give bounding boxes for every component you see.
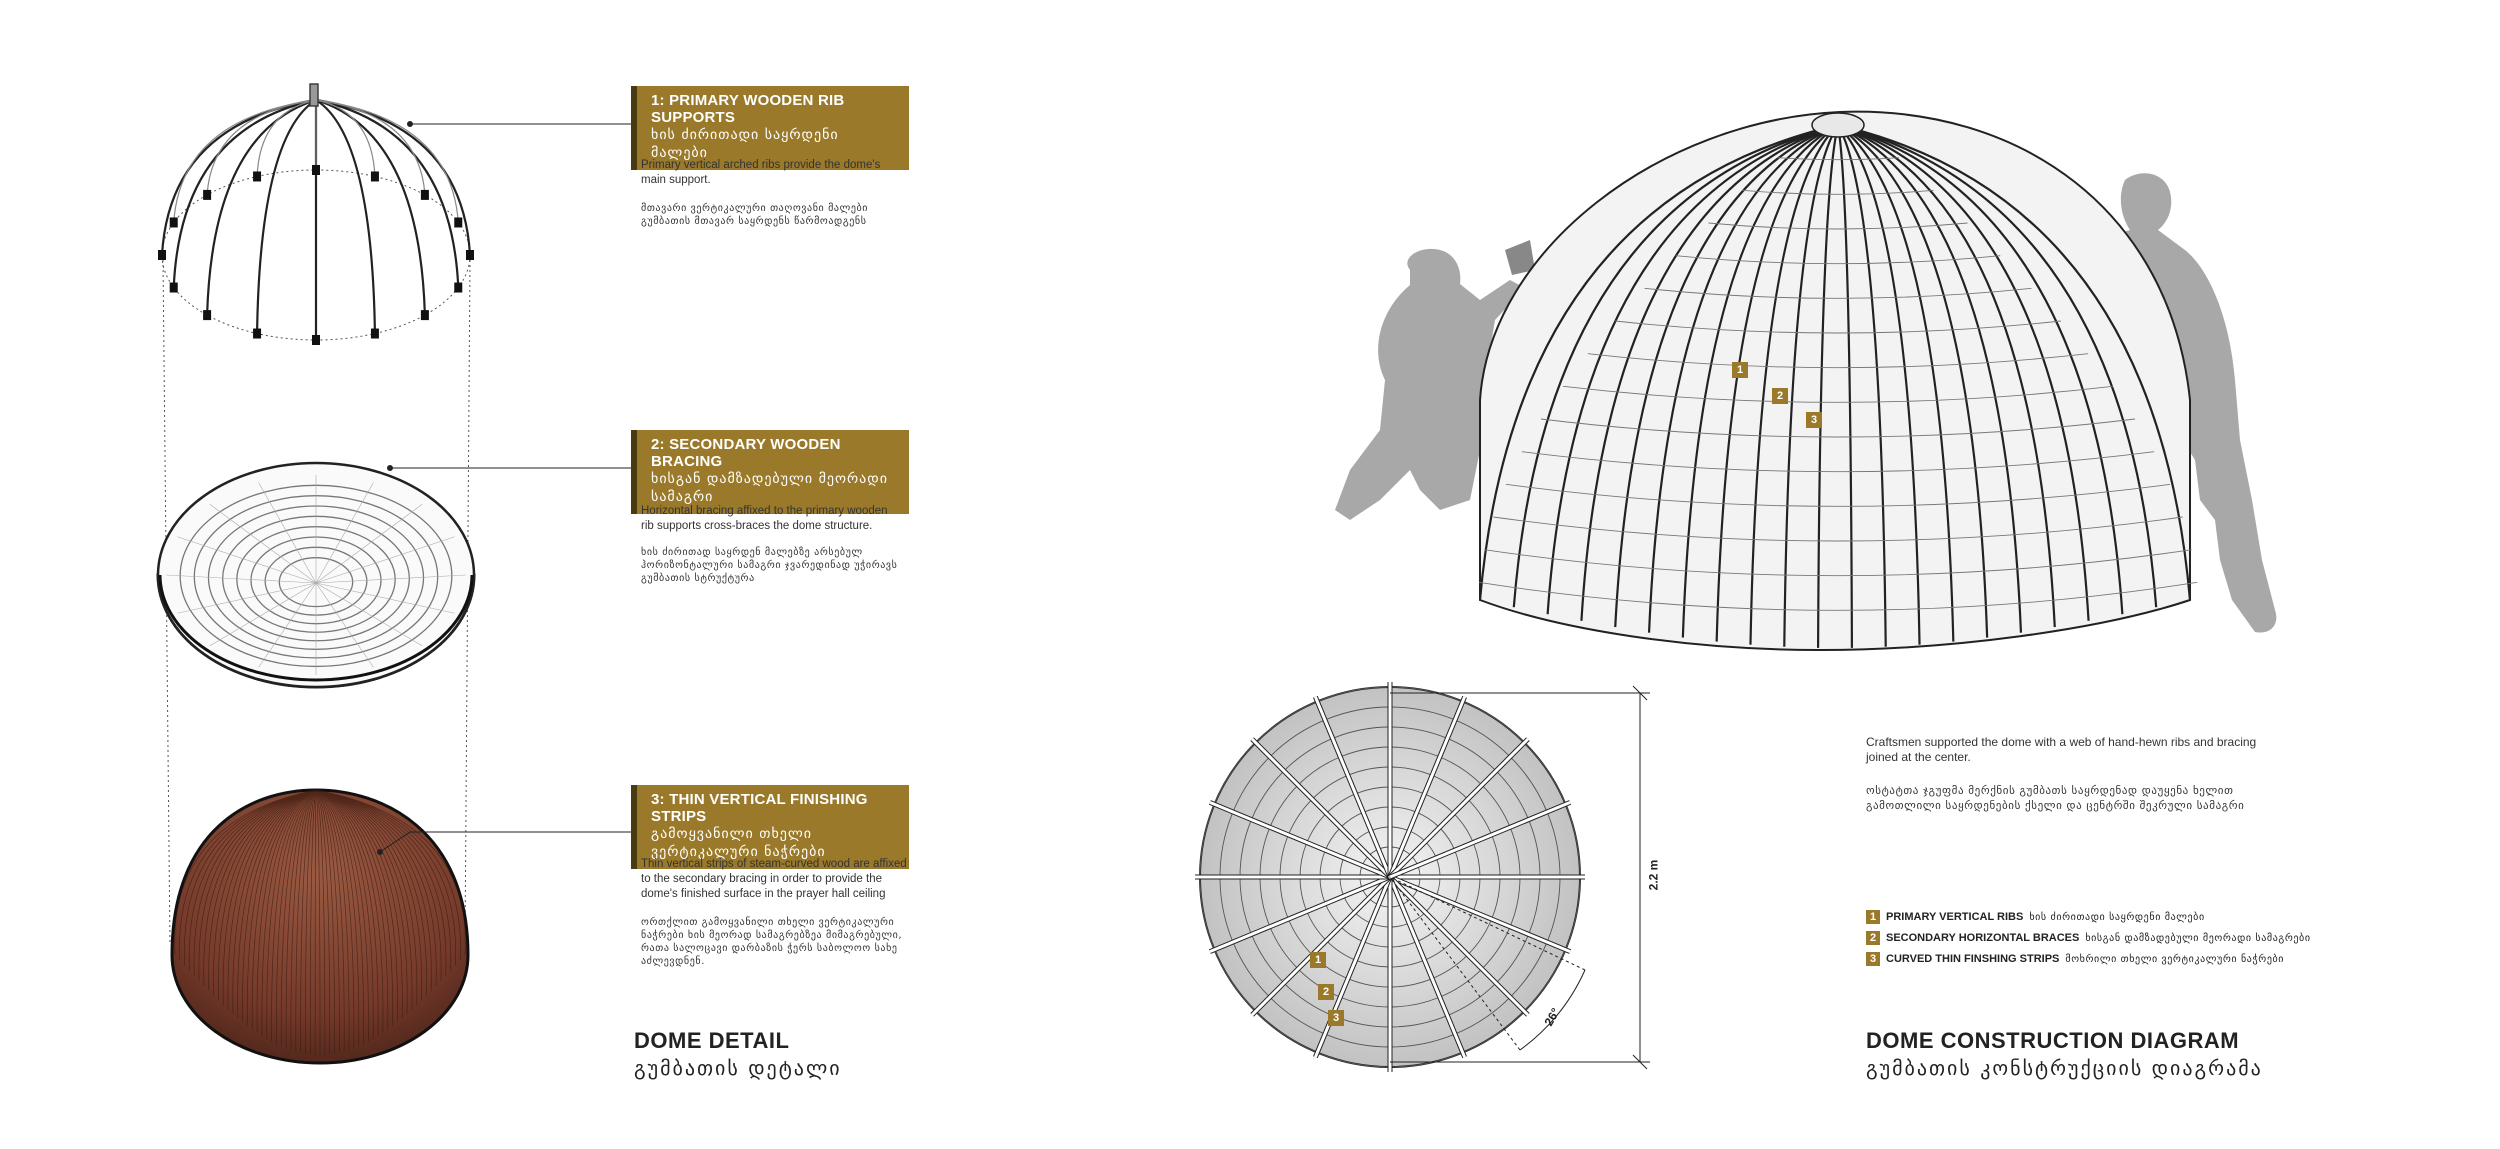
construction-desc-ka: ოსტატთა ჯგუფმა მერქნის გუმბათს საყრდენად დაუყენა ხელით გამოთლილი საყრდენების ქსელი და ცენტრში შეკრული სამაგრი [1866, 784, 2245, 812]
step-3-desc-ka: ორთქლით გამოყვანილი თხელი ვერტიკალური ნაჭრები ხის მეორად სამაგრებზეა მიმაგრებული, რათა სალოცავი დარბაზის ჭერს საბოლოო სახე აძლევდნენ. [641, 917, 903, 967]
step-2-label [631, 430, 909, 514]
construction-title-ka: გუმბათის კონსტრუქციის დიაგრამა [1866, 1056, 2263, 1080]
legend-num-1: 1 [1866, 910, 1880, 924]
perspective-marker-1: 1 [1732, 362, 1748, 378]
dome-detail-title: DOME DETAIL [634, 1028, 790, 1053]
perspective-marker-3: 3 [1806, 412, 1822, 428]
legend-item-2 [1866, 931, 2311, 945]
step-3-desc-en: Thin vertical strips of steam-curved wood are affixed to the secondary bracing in order to provide the dome's finished surface in the prayer hall ceiling [641, 858, 907, 900]
step-3-title-en: 3: THIN VERTICAL FINISHING STRIPS [651, 791, 868, 825]
perspective-dome [1479, 112, 2197, 650]
legend-num-2: 2 [1866, 931, 1880, 945]
step-2-desc-ka: ხის ძირითად საყრდენ მალებზე არსებულ ჰორიზონტალური სამაგრი ჯვარედინად უჭირავს გუმბათის სტრუქტურა [641, 547, 898, 584]
perspective-marker-2: 2 [1772, 388, 1788, 404]
dimension-angle-label: 26° [1541, 1005, 1563, 1029]
step-1-title-en: 1: PRIMARY WOODEN RIB SUPPORTS [651, 92, 845, 126]
finished-dome-drawing [172, 790, 468, 1063]
step-2-title-ka: ხისგან დამზადებული მეორადი სამაგრი [651, 471, 888, 505]
step-1-title-ka: ხის ძირითადი საყრდენი მალები [651, 127, 839, 161]
plan-marker-2: 2 [1318, 984, 1334, 1000]
plan-marker-1: 1 [1310, 952, 1326, 968]
dome-detail-title-ka: გუმბათის დეტალი [634, 1056, 842, 1080]
secondary-bracing-drawing [158, 463, 474, 687]
legend-en-1: PRIMARY VERTICAL RIBS [1886, 911, 2024, 923]
construction-title: DOME CONSTRUCTION DIAGRAM [1866, 1028, 2240, 1053]
primary-ribs-drawing [158, 84, 474, 345]
step-2-title-en: 2: SECONDARY WOODEN BRACING [651, 436, 841, 470]
dimension-height-label: 2.2 m [1646, 859, 1661, 891]
legend-item-3 [1866, 952, 2284, 966]
legend-item-1 [1866, 910, 2205, 924]
step-1-desc-ka: მთავარი ვერტიკალური თაღოვანი მალები გუმბათის მთავარ საყრდენს წარმოადგენს [641, 203, 869, 227]
legend-en-3: CURVED THIN FINSHING STRIPS [1886, 953, 2060, 965]
plan-marker-3: 3 [1328, 1010, 1344, 1026]
legend-num-3: 3 [1866, 952, 1880, 966]
step-3-title-ka: გამოყვანილი თხელი ვერტიკალური ნაჭრები [651, 826, 826, 860]
legend-en-2: SECONDARY HORIZONTAL BRACES [1886, 932, 2080, 944]
step-2-desc-en: Horizontal bracing affixed to the primary wooden rib supports cross-braces the dome structure. [641, 505, 888, 532]
step-1-desc-en: Primary vertical arched ribs provide the dome's main support. [641, 159, 881, 186]
legend-ka-1: ხის ძირითადი საყრდენი მალები [2029, 911, 2205, 923]
legend-ka-2: ხისგან დამზადებული მეორადი სამაგრები [2085, 932, 2311, 944]
legend-ka-3: მოხრილი თხელი ვერტიკალური ნაჭრები [2065, 953, 2285, 965]
construction-desc-en: Craftsmen supported the dome with a web of hand-hewn ribs and bracing joined at the center. [1866, 735, 2257, 764]
